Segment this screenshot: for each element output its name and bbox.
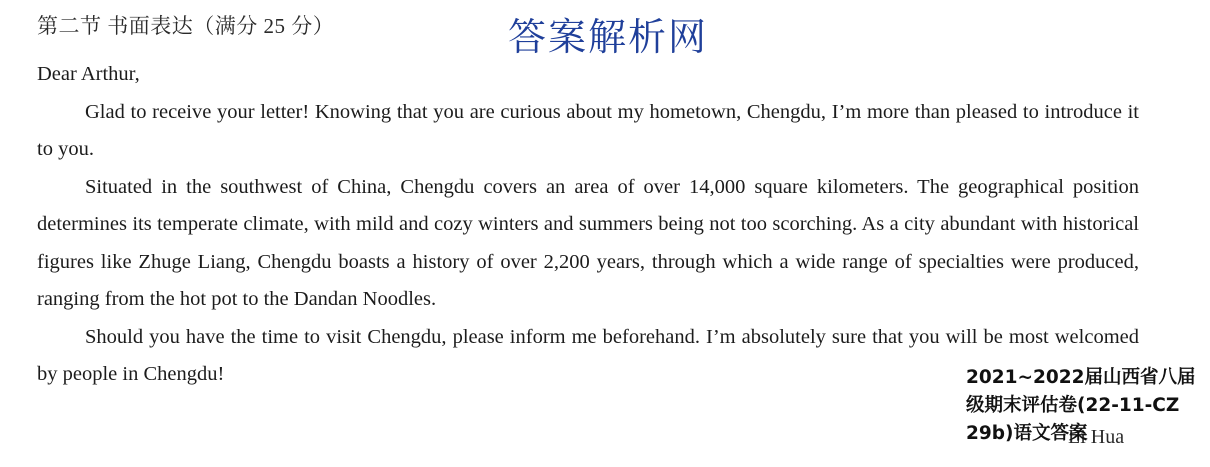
section-title: 第二节 书面表达（满分 25 分） (37, 14, 335, 38)
letter-salutation: Dear Arthur, (37, 63, 140, 85)
overlay-caption: 2021~2022届山西省八届级期末评估卷(22-11-CZ 29b)语文答案 (966, 367, 1196, 444)
letter-signature: Li Hua (1068, 426, 1125, 448)
watermark-text: 答案解析网 (508, 15, 709, 59)
letter-paragraph-3: Should you have the time to visit Chengdu, please inform me beforehand. I’m absolutely sure that you will be most welcomed by people in Chengdu! (37, 325, 1139, 385)
letter-body (37, 56, 1139, 394)
letter-paragraph-1: Glad to receive your letter! Knowing that you are curious about my hometown, Chengdu, I’m more than pleased to introduce it to you. (37, 100, 1139, 160)
letter-paragraph-2: Situated in the southwest of China, Chengdu covers an area of over 14,000 square kilometers. The geographical position determines its temperate climate, with mild and cozy winters and summers being not too scorching. As a city abundant with historical figures like Zhuge Liang, Chengdu boasts a history of over 2,200 years, through which a wide range of specialties were produced, ranging from the hot pot to the Dandan Noodles. (37, 175, 1139, 310)
